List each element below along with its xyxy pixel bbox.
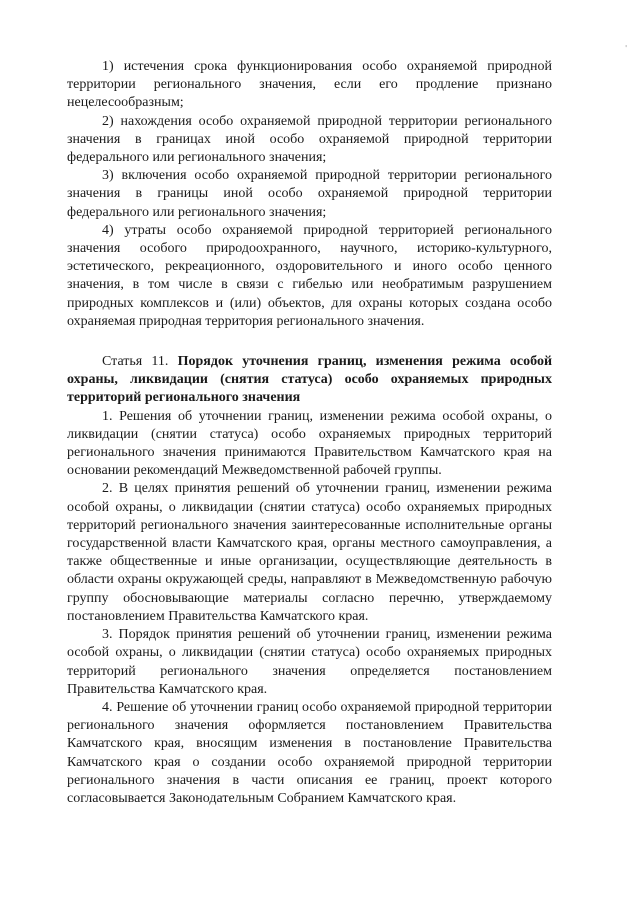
article-paragraph-4: 4. Решение об уточнении границ особо охраняемой природной территории регионального значения оформляется постановлением Правительства Камчатского края, вносящим изменения в постановление Правительства Камчатского края о создании особо охраняемой природной территории регионального значения в части описания ее границ, проект которого согласовывается Законодательным Собранием Камчатского края. xyxy=(67,699,552,806)
list-item-1: 1) истечения срока функционирования особо охраняемой природной территории регионального значения, если его продление признано нецелесообразным; xyxy=(67,59,552,111)
article-title: Порядок уточнения границ, изменения режима особой охраны, ликвидации (снятия статуса) особо охраняемых природных территорий регионального значения xyxy=(67,354,553,406)
article-paragraph-1: 1. Решения об уточнении границ, изменении режима особой охраны, о ликвидации (снятии статуса) особо охраняемых природных территорий регионального значения принимаются Правительством Камчатского края на основании рекомендаций Межведомственной рабочей группы. xyxy=(67,408,552,479)
article-label: Статья 11. xyxy=(102,354,169,370)
article-paragraph-3: 3. Порядок принятия решений об уточнении границ, изменении режима особой охраны, о ликвидации (снятии статуса) особо охраняемых природных территорий регионального значения определяется постановлением Правительства Камчатского края. xyxy=(67,627,552,697)
list-item-2: 2) нахождения особо охраняемой природной территории регионального значения в границах иной особо охраняемой природной территории федерального или регионального значения; xyxy=(67,113,552,166)
article-paragraph-2: 2. В целях принятия решений об уточнении границ, изменении режима особой охраны, о ликвидации (снятии статуса) особо охраняемых природных территорий регионального значения заинтересованные исполнительные органы государственной власти Камчатского края, органы местного самоуправления, а также общественные и иные организации, осуществляющие деятельность в области охраны окружающей среды, направляют в Межведомственную рабочую группу обосновывающие материалы согласно перечню, утверждаемому постановлением Правительства Камчатского края. xyxy=(67,481,552,624)
list-item-4: 4) утраты особо охраняемой природной территорией регионального значения особого природоохранного, научного, историко-культурного, эстетического, рекреационного, оздоровительного и иного особо ценного значения, в том числе в связи с гибелью или необратимым разрушением природных комплексов и (или) объектов, для охраны которых создана особо охраняемая природная территория регионального значения. xyxy=(67,222,552,329)
document-body xyxy=(67,58,552,808)
edge-mark: ' xyxy=(625,44,628,53)
list-item-3: 3) включения особо охраняемой природной территории регионального значения в границы иной особо охраняемой природной территории федерального или регионального значения; xyxy=(67,168,552,220)
article-heading xyxy=(67,353,552,408)
